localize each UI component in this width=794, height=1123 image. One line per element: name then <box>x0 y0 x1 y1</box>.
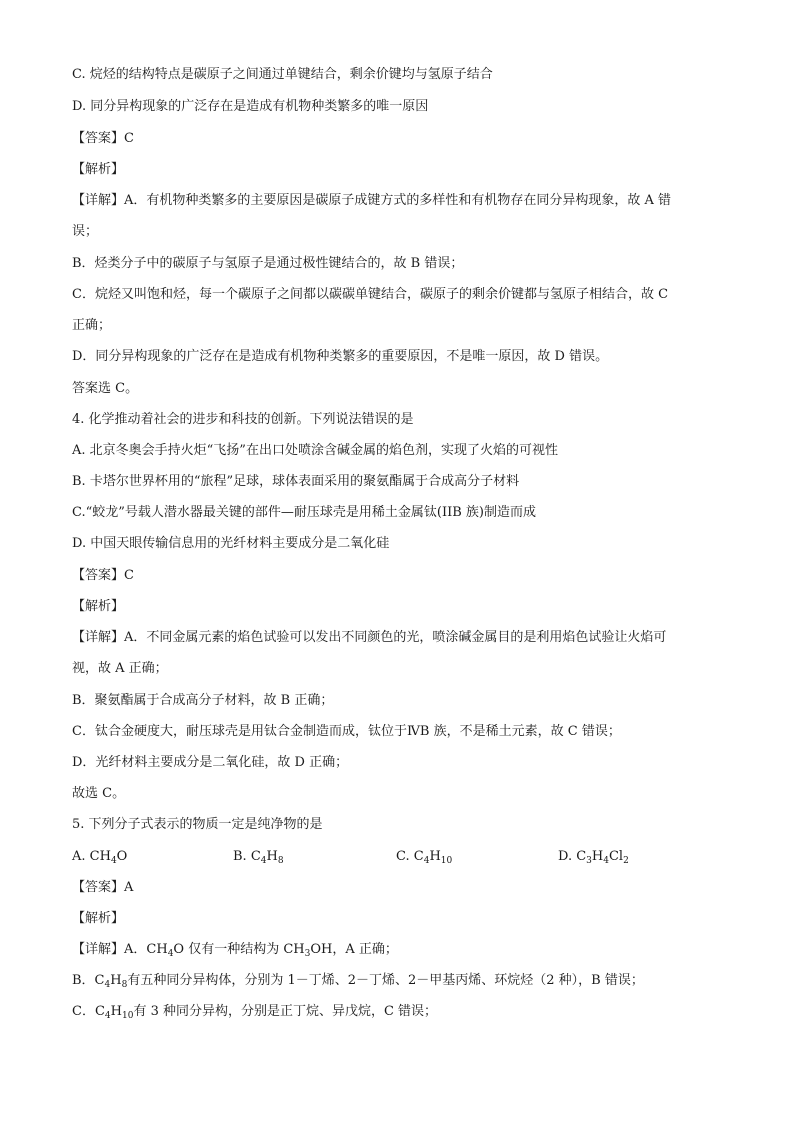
q3-analysis-heading: 【解析】 <box>72 162 125 177</box>
q3-answer: 【答案】C <box>72 131 134 146</box>
q5-answer: 【答案】A <box>72 880 134 895</box>
q3-detail-a-cont: 误； <box>72 224 99 239</box>
q4-detail-d: D．光纤材料主要成分是二氧化硅，故 D 正确； <box>72 755 349 770</box>
q4-answer: 【答案】C <box>72 568 134 583</box>
q5-option-a: A. $CH_4O$ <box>72 849 128 866</box>
q4-analysis-heading: 【解析】 <box>72 599 125 614</box>
q4-option-c: C.“蛟龙”号载人潜水器最关键的部件—耐压球壳是用稀土金属钛(IIB 族)制造而成 <box>72 505 537 520</box>
q3-detail-c: C．烷烃又叫饱和烃，每一个碳原子之间都以碳碳单键结合，碳原子的剩余价键都与氢原子相结合，故 C <box>72 287 669 302</box>
q3-option-d: D. 同分异构现象的广泛存在是造成有机物种类繁多的唯一原因 <box>72 99 429 114</box>
q5-analysis-heading: 【解析】 <box>72 911 125 926</box>
q5-option-c: C. $C_4H_{10}$ <box>396 849 453 866</box>
q4-option-b: B. 卡塔尔世界杯用的“旅程”足球，球体表面采用的聚氨酯属于合成高分子材料 <box>72 474 520 489</box>
q4-option-d: D. 中国天眼传输信息用的光纤材料主要成分是二氧化硅 <box>72 536 390 551</box>
q3-conclusion: 答案选 C。 <box>72 381 139 396</box>
q4-detail-a-cont: 视，故 A 正确； <box>72 661 168 676</box>
q5-detail-b: B．$C_4H_8$有五种同分异构体，分别为 1－丁烯、2－丁烯、2－甲基丙烯、环烷烃（2 种），B 错误； <box>72 973 644 990</box>
q5-detail-c: C．$C_4H_{10}$有 3 种同分异构，分别是正丁烷、异戊烷，C 错误； <box>72 1004 438 1021</box>
q5-option-b: B. $C_4H_8$ <box>233 849 284 866</box>
q5-detail-a: 【详解】A．$CH_4O$ 仅有一种结构为 $CH_3OH$，A 正确； <box>72 942 398 959</box>
q4-detail-a: 【详解】A．不同金属元素的焰色试验可以发出不同颜色的光，喷涂碱金属目的是利用焰色试验让火焰可 <box>72 630 667 645</box>
q3-option-c: C. 烷烃的结构特点是碳原子之间通过单键结合，剩余价键均与氢原子结合 <box>72 67 493 82</box>
q4-detail-b: B．聚氨酯属于合成高分子材料，故 B 正确； <box>72 693 334 708</box>
q3-detail-b: B．烃类分子中的碳原子与氢原子是通过极性键结合的，故 B 错误； <box>72 256 464 271</box>
q4-conclusion: 故选 C。 <box>72 786 126 801</box>
q5-option-d: D. $C_3H_4Cl_2$ <box>558 849 629 866</box>
q4-detail-c: C．钛合金硬度大，耐压球壳是用钛合金制造而成，钛位于ⅣB 族，不是稀土元素，故 C 错误； <box>72 724 621 739</box>
q5-stem: 5. 下列分子式表示的物质一定是纯净物的是 <box>72 817 323 832</box>
q3-detail-c-cont: 正确； <box>72 318 112 333</box>
q4-stem: 4. 化学推动着社会的进步和科技的创新。下列说法错误的是 <box>72 412 414 427</box>
q4-option-a: A. 北京冬奥会手持火炬“飞扬”在出口处喷涂含碱金属的焰色剂，实现了火焰的可视性 <box>72 443 558 458</box>
q3-detail-a: 【详解】A．有机物种类繁多的主要原因是碳原子成键方式的多样性和有机物存在同分异构现象，故 A 错 <box>72 193 672 208</box>
q3-detail-d: D．同分异构现象的广泛存在是造成有机物种类繁多的重要原因，不是唯一原因，故 D 错误。 <box>72 349 609 364</box>
